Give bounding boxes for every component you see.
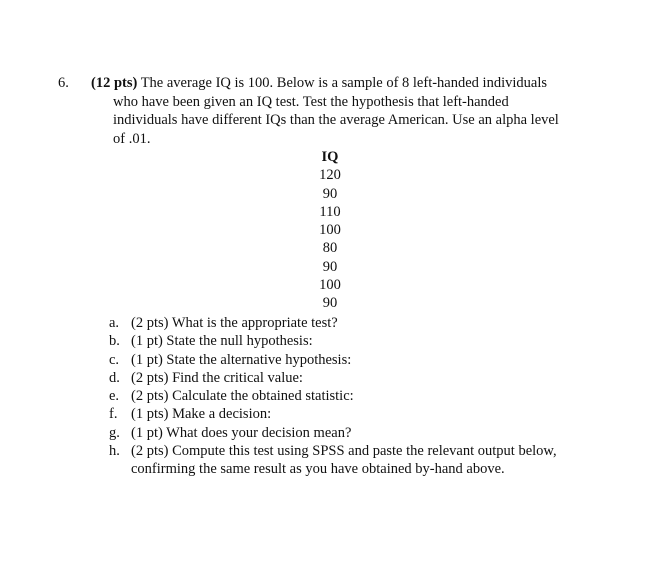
iq-value: 80 xyxy=(322,240,338,257)
part-f xyxy=(109,405,579,423)
part-text: (2 pts) Calculate the obtained statistic: xyxy=(131,388,354,405)
iq-value: 120 xyxy=(319,167,341,184)
part-letter: a. xyxy=(109,315,120,331)
part-letter: f. xyxy=(109,406,118,423)
part-text: (1 pt) State the null hypothesis: xyxy=(131,333,313,350)
part-text: (1 pts) Make a decision: xyxy=(131,406,272,423)
question-points: (12 pts) xyxy=(91,75,138,91)
part-text: (2 pts) What is the appropriate test? xyxy=(131,315,338,331)
part-text: (1 pt) What does your decision mean? xyxy=(131,424,352,441)
stem-line-3: individuals have different IQs than the average American. Use an alpha level xyxy=(113,112,559,128)
part-h xyxy=(109,442,579,479)
question-parts-list xyxy=(109,314,579,479)
iq-value: 100 xyxy=(319,222,341,239)
part-e xyxy=(109,387,579,405)
iq-value: 100 xyxy=(319,277,341,294)
part-letter: h. xyxy=(109,443,120,460)
iq-value: 110 xyxy=(319,203,341,220)
part-letter: b. xyxy=(109,333,120,350)
part-letter: e. xyxy=(109,388,120,405)
part-letter: g. xyxy=(109,424,120,441)
part-b xyxy=(109,332,579,350)
iq-value: 90 xyxy=(322,258,338,275)
part-a xyxy=(109,314,579,332)
part-text: (2 pts) Find the critical value: xyxy=(131,369,303,386)
stem-line-2: who have been given an IQ test. Test the hypothesis that left-handed xyxy=(113,93,509,110)
stem-line-4: of .01. xyxy=(113,130,151,147)
part-letter: c. xyxy=(109,351,120,368)
part-text-line-2: confirming the same result as you have obtained by-hand above. xyxy=(131,461,505,478)
part-d xyxy=(109,369,579,387)
iq-value: 90 xyxy=(322,185,338,202)
part-text xyxy=(131,442,579,479)
part-text: (1 pt) State the alternative hypothesis: xyxy=(131,351,352,368)
iq-data-table xyxy=(300,148,360,313)
iq-table-header: IQ xyxy=(321,149,339,165)
stem-line-1 xyxy=(91,74,571,93)
part-g xyxy=(109,424,579,442)
stem-text-1: The average IQ is 100. Below is a sample of 8 left-handed individuals xyxy=(140,75,547,91)
question-number: 6. xyxy=(58,75,69,91)
part-text-line-1: (2 pts) Compute this test using SPSS and paste the relevant output below, xyxy=(131,443,557,460)
part-letter: d. xyxy=(109,369,120,386)
question-stem xyxy=(91,74,571,148)
part-c xyxy=(109,351,579,369)
iq-value: 90 xyxy=(322,295,338,312)
